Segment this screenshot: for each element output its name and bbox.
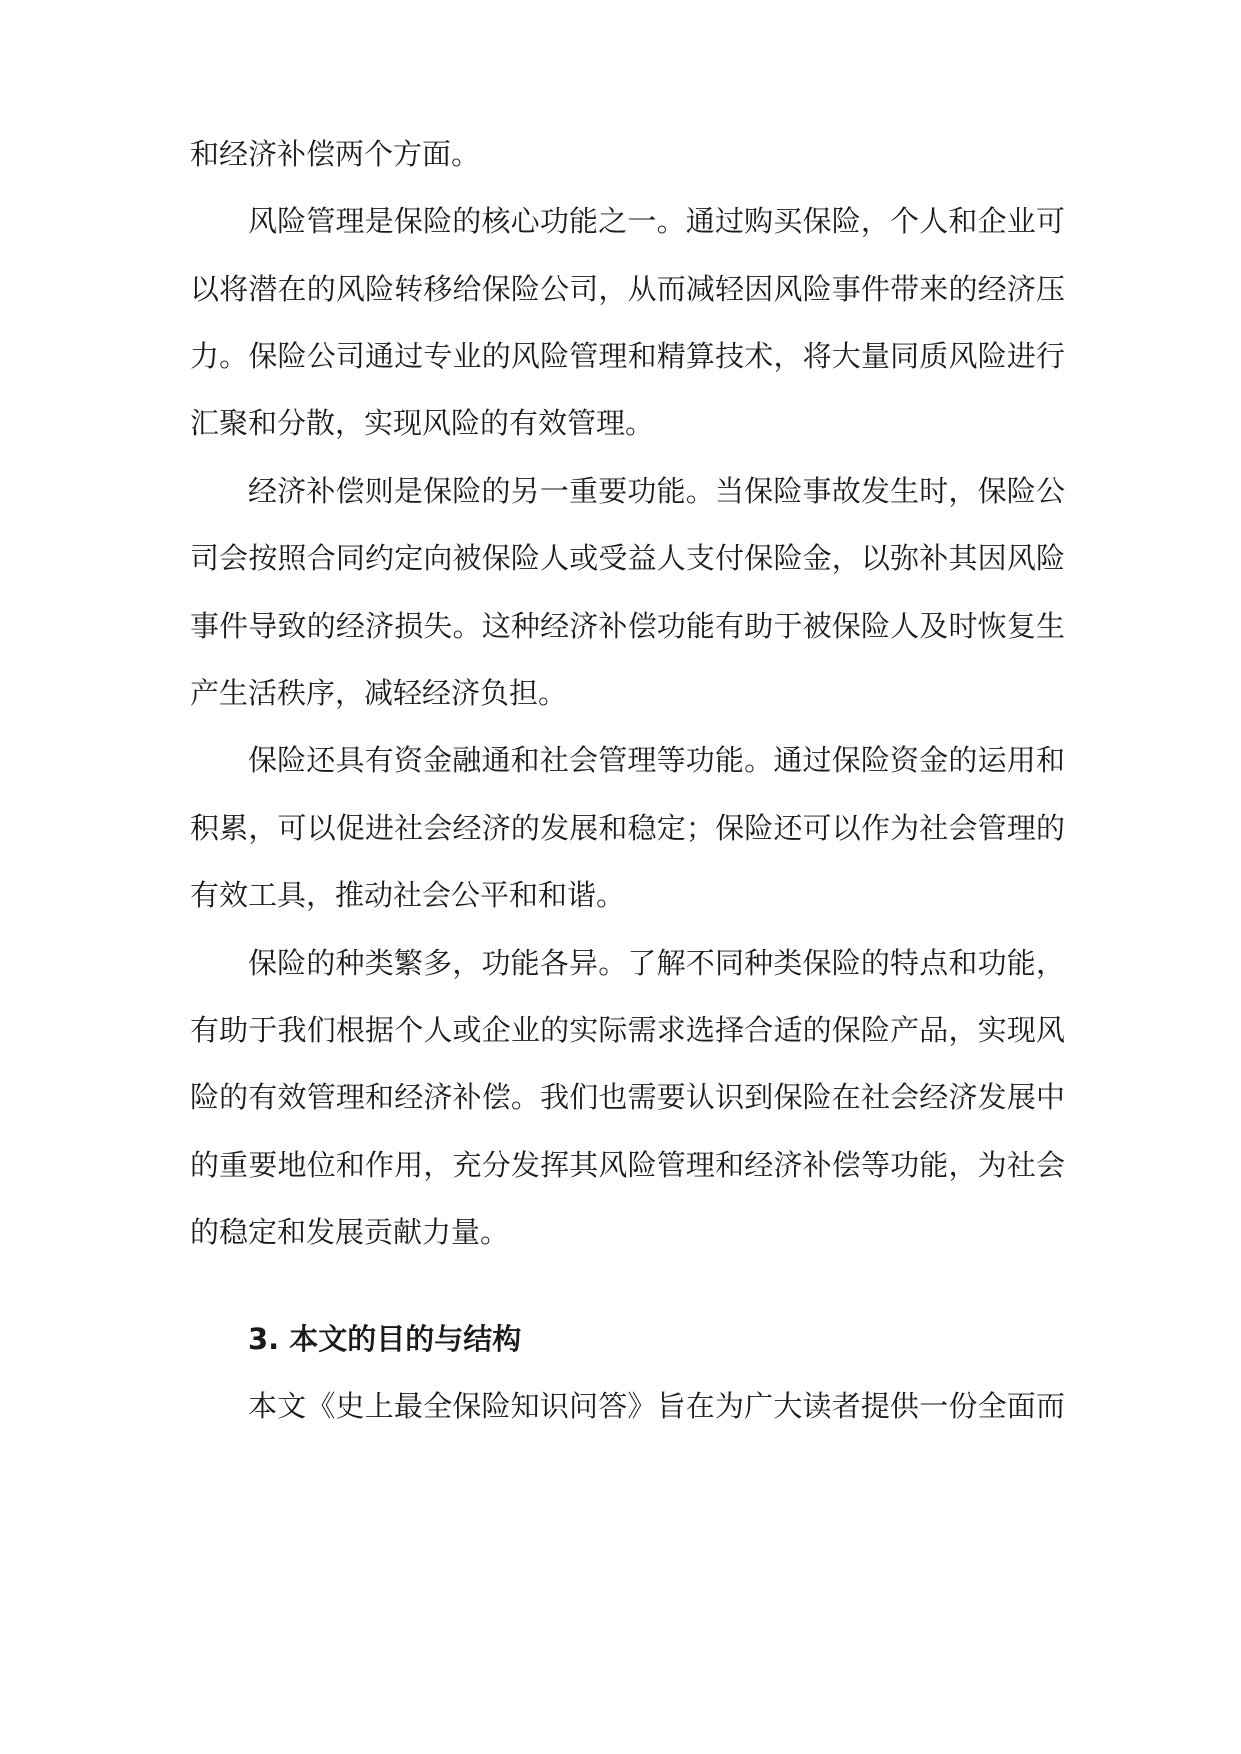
paragraph-line: 保险的种类繁多，功能各异。了解不同种类保险的特点和功能， — [248, 946, 1065, 980]
paragraph-line: 事件导致的经济损失。这种经济补偿功能有助于被保险人及时恢复生 — [190, 609, 1065, 643]
paragraph-line: 本文《史上最全保险知识问答》旨在为广大读者提供一份全面而 — [248, 1389, 1065, 1423]
paragraph-line: 产生活秩序，减轻经济负担。 — [190, 676, 568, 710]
paragraph-line: 险的有效管理和经济补偿。我们也需要认识到保险在社会经济发展中 — [190, 1080, 1065, 1114]
paragraph-line: 的稳定和发展贡献力量。 — [190, 1215, 510, 1249]
paragraph-line: 经济补偿则是保险的另一重要功能。当保险事故发生时，保险公 — [248, 474, 1065, 508]
section-heading: 3. 本文的目的与结构 — [248, 1322, 522, 1356]
paragraph-line: 有效工具，推动社会公平和和谐。 — [190, 878, 626, 912]
paragraph-line: 力。保险公司通过专业的风险管理和精算技术，将大量同质风险进行 — [190, 339, 1065, 373]
paragraph-line: 保险还具有资金融通和社会管理等功能。通过保险资金的运用和 — [248, 743, 1065, 777]
paragraph-line: 和经济补偿两个方面。 — [190, 137, 481, 171]
paragraph-line: 有助于我们根据个人或企业的实际需求选择合适的保险产品，实现风 — [190, 1013, 1065, 1047]
paragraph-line: 司会按照合同约定向被保险人或受益人支付保险金，以弥补其因风险 — [190, 541, 1065, 575]
paragraph-line: 的重要地位和作用，充分发挥其风险管理和经济补偿等功能，为社会 — [190, 1148, 1065, 1182]
paragraph-line: 汇聚和分散，实现风险的有效管理。 — [190, 406, 655, 440]
paragraph-line: 以将潜在的风险转移给保险公司，从而减轻因风险事件带来的经济压 — [190, 272, 1065, 306]
paragraph-line: 积累，可以促进社会经济的发展和稳定；保险还可以作为社会管理的 — [190, 811, 1065, 845]
paragraph-line: 风险管理是保险的核心功能之一。通过购买保险，个人和企业可 — [248, 204, 1065, 238]
